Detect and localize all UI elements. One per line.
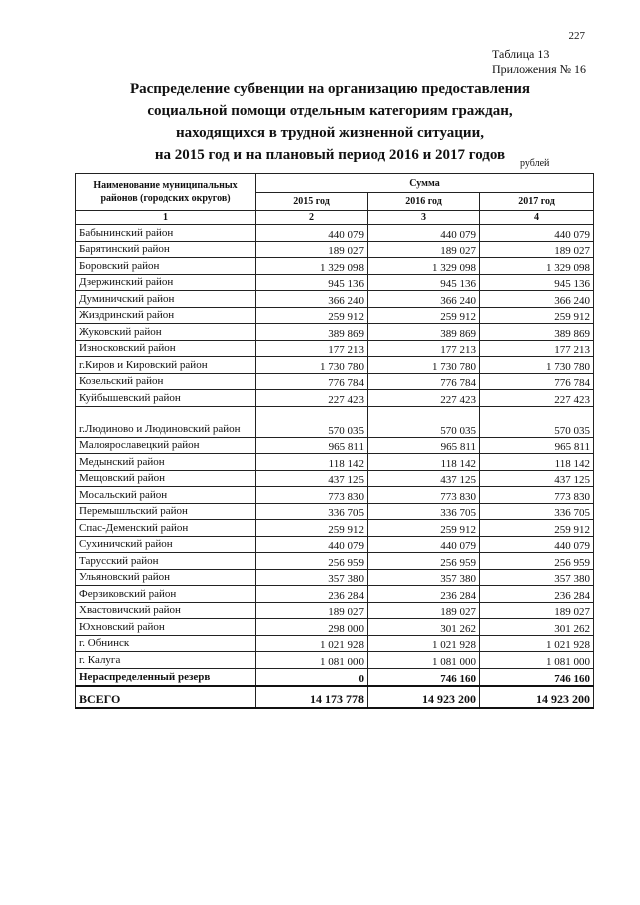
amount-2017: 945 136 (480, 274, 594, 291)
amount-2017: 259 912 (480, 520, 594, 537)
amount-2015: 945 136 (256, 274, 368, 291)
amount-2016: 440 079 (368, 225, 480, 242)
table-row (76, 225, 594, 242)
district-name: Думиничский район (76, 291, 256, 308)
table-reference (432, 47, 592, 77)
amount-2015: 256 959 (256, 553, 368, 570)
amount-2016: 366 240 (368, 291, 480, 308)
district-name: Малоярославецкий район (76, 437, 256, 454)
amount-2016: 189 027 (368, 241, 480, 258)
amount-2016: 1 329 098 (368, 258, 480, 275)
table-row (76, 390, 594, 407)
reserve-2015: 0 (256, 668, 368, 686)
document-title (60, 78, 600, 166)
amount-2015: 336 705 (256, 503, 368, 520)
amount-2017: 570 035 (480, 406, 594, 437)
table-row (76, 470, 594, 487)
district-name: Износковский район (76, 340, 256, 357)
table-body (76, 225, 594, 708)
table-row (76, 307, 594, 324)
district-name: Тарусский район (76, 553, 256, 570)
amount-2015: 227 423 (256, 390, 368, 407)
table-row (76, 340, 594, 357)
amount-2016: 336 705 (368, 503, 480, 520)
district-name: Бабынинский район (76, 225, 256, 242)
column-index-4: 4 (480, 211, 594, 225)
total-2015: 14 173 778 (256, 686, 368, 708)
header-year-2015: 2015 год (256, 193, 368, 211)
amount-2015: 259 912 (256, 520, 368, 537)
amount-2016: 1 081 000 (368, 652, 480, 669)
total-row (76, 686, 594, 708)
header-sum: Сумма (256, 174, 594, 193)
district-name: Дзержинский район (76, 274, 256, 291)
amount-2015: 1 081 000 (256, 652, 368, 669)
amount-2015: 259 912 (256, 307, 368, 324)
amount-2015: 298 000 (256, 619, 368, 636)
amount-2015: 389 869 (256, 324, 368, 341)
amount-2016: 236 284 (368, 586, 480, 603)
amount-2017: 177 213 (480, 340, 594, 357)
amount-2016: 437 125 (368, 470, 480, 487)
amount-2015: 357 380 (256, 569, 368, 586)
title-line-2: социальной помощи отдельным категориям граждан, (147, 103, 513, 119)
district-name: Хвастовичский район (76, 602, 256, 619)
district-name: Боровский район (76, 258, 256, 275)
amount-2016: 1 021 928 (368, 635, 480, 652)
column-index-2: 2 (256, 211, 368, 225)
table-row (76, 586, 594, 603)
district-name: Ферзиковский район (76, 586, 256, 603)
header-year-2017: 2017 год (480, 193, 594, 211)
district-name: Мещовский район (76, 470, 256, 487)
table-row (76, 503, 594, 520)
amount-2015: 1 329 098 (256, 258, 368, 275)
title-line-3: находящихся в трудной жизненной ситуации, (176, 125, 484, 141)
amount-2017: 389 869 (480, 324, 594, 341)
amount-2015: 366 240 (256, 291, 368, 308)
amount-2015: 440 079 (256, 536, 368, 553)
page-number: 227 (568, 30, 585, 42)
amount-2016: 259 912 (368, 307, 480, 324)
table-row (76, 536, 594, 553)
reserve-2017: 746 160 (480, 668, 594, 686)
amount-2016: 945 136 (368, 274, 480, 291)
table-row (76, 569, 594, 586)
amount-2015: 189 027 (256, 241, 368, 258)
amount-2017: 256 959 (480, 553, 594, 570)
column-index-3: 3 (368, 211, 480, 225)
amount-2017: 776 784 (480, 373, 594, 390)
district-name: Барятинский район (76, 241, 256, 258)
table-row (76, 635, 594, 652)
table-row (76, 324, 594, 341)
total-2016: 14 923 200 (368, 686, 480, 708)
amount-2016: 177 213 (368, 340, 480, 357)
amount-2016: 965 811 (368, 437, 480, 454)
amount-2016: 118 142 (368, 454, 480, 471)
total-2017: 14 923 200 (480, 686, 594, 708)
table-row (76, 454, 594, 471)
title-line-4: на 2015 год и на плановый период 2016 и 2017 годов (154, 147, 506, 163)
amount-2017: 1 021 928 (480, 635, 594, 652)
amount-2015: 1 730 780 (256, 357, 368, 374)
amount-2017: 336 705 (480, 503, 594, 520)
district-name: Жуковский район (76, 324, 256, 341)
table-row (76, 553, 594, 570)
district-name: г. Калуга (76, 652, 256, 669)
reserve-2016: 746 160 (368, 668, 480, 686)
amount-2016: 301 262 (368, 619, 480, 636)
table-row (76, 487, 594, 504)
district-name: г. Обнинск (76, 635, 256, 652)
amount-2016: 389 869 (368, 324, 480, 341)
table-row (76, 602, 594, 619)
amount-2015: 570 035 (256, 406, 368, 437)
district-name: Медынский район (76, 454, 256, 471)
amount-2017: 366 240 (480, 291, 594, 308)
district-name: Козельский район (76, 373, 256, 390)
amount-2016: 440 079 (368, 536, 480, 553)
amount-2016: 189 027 (368, 602, 480, 619)
amount-2017: 440 079 (480, 536, 594, 553)
district-name: г.Киров и Кировский район (76, 357, 256, 374)
amount-2016: 570 035 (368, 406, 480, 437)
amount-2016: 1 730 780 (368, 357, 480, 374)
table-row (76, 291, 594, 308)
title-line-1: Распределение субвенции на организацию предоставления (129, 81, 531, 97)
district-name: Спас-Деменский район (76, 520, 256, 537)
amount-2015: 177 213 (256, 340, 368, 357)
table-row (76, 373, 594, 390)
table-number: Таблица 13 (492, 47, 550, 61)
table-row (76, 241, 594, 258)
amount-2017: 227 423 (480, 390, 594, 407)
district-name: Мосальский район (76, 487, 256, 504)
amount-2015: 1 021 928 (256, 635, 368, 652)
amount-2017: 1 329 098 (480, 258, 594, 275)
reserve-label: Нераспределенный резерв (76, 668, 256, 686)
amount-2017: 357 380 (480, 569, 594, 586)
amount-2017: 437 125 (480, 470, 594, 487)
table-row (76, 619, 594, 636)
appendix-number: Приложения № 16 (492, 62, 587, 76)
district-name: Юхновский район (76, 619, 256, 636)
amount-2017: 189 027 (480, 602, 594, 619)
table-row (76, 652, 594, 669)
amount-2017: 1 081 000 (480, 652, 594, 669)
reserve-row (76, 668, 594, 686)
district-name: Перемышльский район (76, 503, 256, 520)
district-name: г.Людиново и Людиновский район (76, 406, 256, 437)
amount-2015: 440 079 (256, 225, 368, 242)
amount-2016: 357 380 (368, 569, 480, 586)
amount-2017: 301 262 (480, 619, 594, 636)
amount-2017: 118 142 (480, 454, 594, 471)
table-row (76, 520, 594, 537)
district-name: Сухиничский район (76, 536, 256, 553)
subvention-table (75, 173, 594, 709)
amount-2017: 440 079 (480, 225, 594, 242)
amount-2016: 259 912 (368, 520, 480, 537)
amount-2015: 118 142 (256, 454, 368, 471)
amount-2016: 773 830 (368, 487, 480, 504)
amount-2015: 236 284 (256, 586, 368, 603)
column-index-1: 1 (76, 211, 256, 225)
table-row (76, 406, 594, 437)
header-district-name: Наименование муниципальных районов (городских округов) (76, 174, 256, 211)
amount-2015: 776 784 (256, 373, 368, 390)
header-year-2016: 2016 год (368, 193, 480, 211)
table-row (76, 437, 594, 454)
table-row (76, 274, 594, 291)
currency-unit: рублей (520, 158, 550, 169)
amount-2016: 227 423 (368, 390, 480, 407)
district-name: Жиздринский район (76, 307, 256, 324)
table-row (76, 357, 594, 374)
amount-2017: 965 811 (480, 437, 594, 454)
amount-2017: 259 912 (480, 307, 594, 324)
amount-2015: 437 125 (256, 470, 368, 487)
amount-2016: 776 784 (368, 373, 480, 390)
amount-2015: 965 811 (256, 437, 368, 454)
district-name: Куйбышевский район (76, 390, 256, 407)
amount-2015: 773 830 (256, 487, 368, 504)
district-name: Ульяновский район (76, 569, 256, 586)
amount-2017: 236 284 (480, 586, 594, 603)
table-row (76, 258, 594, 275)
amount-2016: 256 959 (368, 553, 480, 570)
amount-2017: 189 027 (480, 241, 594, 258)
amount-2015: 189 027 (256, 602, 368, 619)
amount-2017: 773 830 (480, 487, 594, 504)
total-label: ВСЕГО (76, 686, 256, 708)
amount-2017: 1 730 780 (480, 357, 594, 374)
